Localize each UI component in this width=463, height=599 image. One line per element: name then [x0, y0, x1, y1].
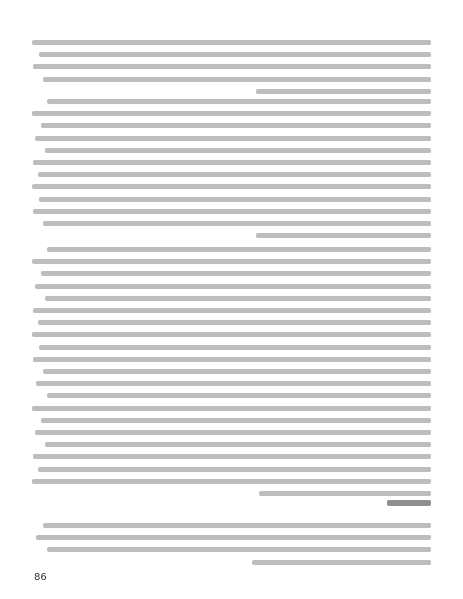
text-line-placeholder: [47, 393, 431, 398]
text-line-placeholder: [32, 259, 431, 264]
text-line-placeholder: [33, 64, 431, 69]
text-line-placeholder: [259, 491, 431, 496]
text-line-placeholder: [45, 148, 431, 153]
text-line-placeholder: [36, 381, 431, 386]
text-line-placeholder: [33, 357, 431, 362]
text-line-placeholder: [43, 221, 431, 226]
text-line-placeholder: [41, 271, 431, 276]
text-line-placeholder: [32, 406, 431, 411]
text-line-placeholder: [43, 523, 431, 528]
text-line-placeholder: [32, 332, 431, 337]
text-line-placeholder: [32, 184, 431, 189]
text-line-placeholder: [33, 308, 431, 313]
text-line-placeholder: [32, 111, 431, 116]
text-line-placeholder: [45, 296, 431, 301]
text-line-placeholder: [38, 467, 431, 472]
text-line-placeholder: [38, 320, 431, 325]
text-line-placeholder: [43, 77, 431, 82]
text-line-placeholder: [41, 123, 431, 128]
text-line-placeholder: [256, 233, 431, 238]
heading-placeholder-bar: [387, 500, 431, 506]
text-line-placeholder: [35, 136, 431, 141]
text-line-placeholder: [33, 209, 431, 214]
text-line-placeholder: [47, 247, 431, 252]
text-line-placeholder: [47, 547, 431, 552]
text-line-placeholder: [39, 52, 431, 57]
text-line-placeholder: [32, 479, 431, 484]
text-line-placeholder: [36, 535, 431, 540]
text-line-placeholder: [39, 197, 431, 202]
text-line-placeholder: [256, 89, 431, 94]
text-line-placeholder: [47, 99, 431, 104]
text-line-placeholder: [38, 172, 431, 177]
text-line-placeholder: [252, 560, 431, 565]
text-line-placeholder: [45, 442, 431, 447]
text-line-placeholder: [32, 40, 431, 45]
text-line-placeholder: [43, 369, 431, 374]
text-line-placeholder: [35, 430, 431, 435]
text-line-placeholder: [35, 284, 431, 289]
text-line-placeholder: [41, 418, 431, 423]
text-line-placeholder: [39, 345, 431, 350]
text-line-placeholder: [33, 160, 431, 165]
text-line-placeholder: [33, 454, 431, 459]
page-number: 86: [34, 572, 47, 583]
